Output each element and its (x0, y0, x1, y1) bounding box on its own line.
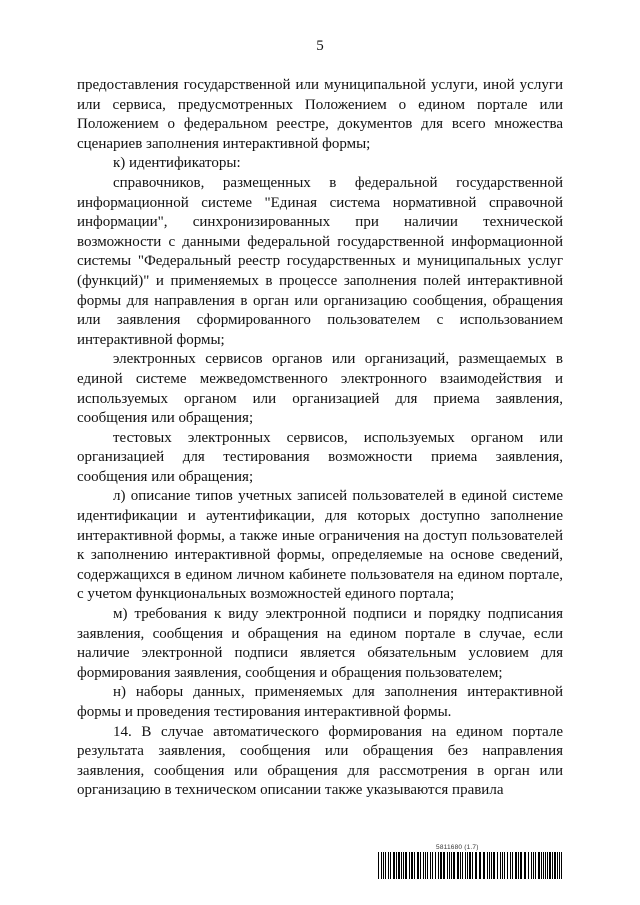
paragraph: электронных сервисов органов или организаций, размещаемых в единой системе межведомственного электронного взаимодействия и используемых органом или организацией для приема заявления, сообщения или обращения; (77, 351, 563, 427)
paragraph: 14. В случае автоматического формирования на едином портале результата заявления, сообщения или обращения без направления заявления, сообщения или обращения для рассмотрения в орган или организацию в техническом описании также указываются правила (77, 723, 563, 799)
barcode (378, 852, 564, 879)
page-number: 5 (316, 38, 324, 54)
paragraph: справочников, размещенных в федеральной государственной информационной системе "Единая система нормативной справочной информации", синхронизированных при наличии технической возможности с данными федеральной государственной информационной системы "Федеральный реестр государственных и муниципальных услуг (функций)" и применяемых в процессе заполнения полей интерактивной формы для направления в орган или организацию сообщения, обращения или заявления сформированного пользователем с использованием интерактивной формы; (77, 174, 563, 348)
document-body (77, 76, 563, 801)
paragraph: к) идентификаторы: (113, 155, 241, 172)
paragraph: тестовых электронных сервисов, используемых органом или организацией для тестирования возможности приема заявления, сообщения или обращения; (77, 429, 563, 485)
paragraph: м) требования к виду электронной подписи и порядку подписания заявления, сообщения и обращения на едином портале в случае, если наличие электронной подписи является обязательным условием для формирования заявления, сообщения и обращения пользователем; (77, 606, 563, 681)
paragraph: н) наборы данных, применяемых для заполнения интерактивной формы и проведения тестирования интерактивной формы. (77, 684, 563, 720)
paragraph: л) описание типов учетных записей пользователей в единой системе идентификации и аутентификации, для которых доступно заполнение интерактивной формы, а также иные ограничения на доступ пользователей к заполнению интерактивной формы, определяемые на основе сведений, содержащихся в едином личном кабинете пользователя на едином портале, с учетом функциональных возможностей единого портала; (77, 488, 563, 603)
document-code: 5811680 (1.7) (436, 844, 479, 851)
paragraph: предоставления государственной или муниципальной услуги, иной услуги или сервиса, предусмотренных Положением о едином портале или Положением о федеральном реестре, документов для всего множества сценариев заполнения интерактивной формы; (77, 77, 563, 152)
